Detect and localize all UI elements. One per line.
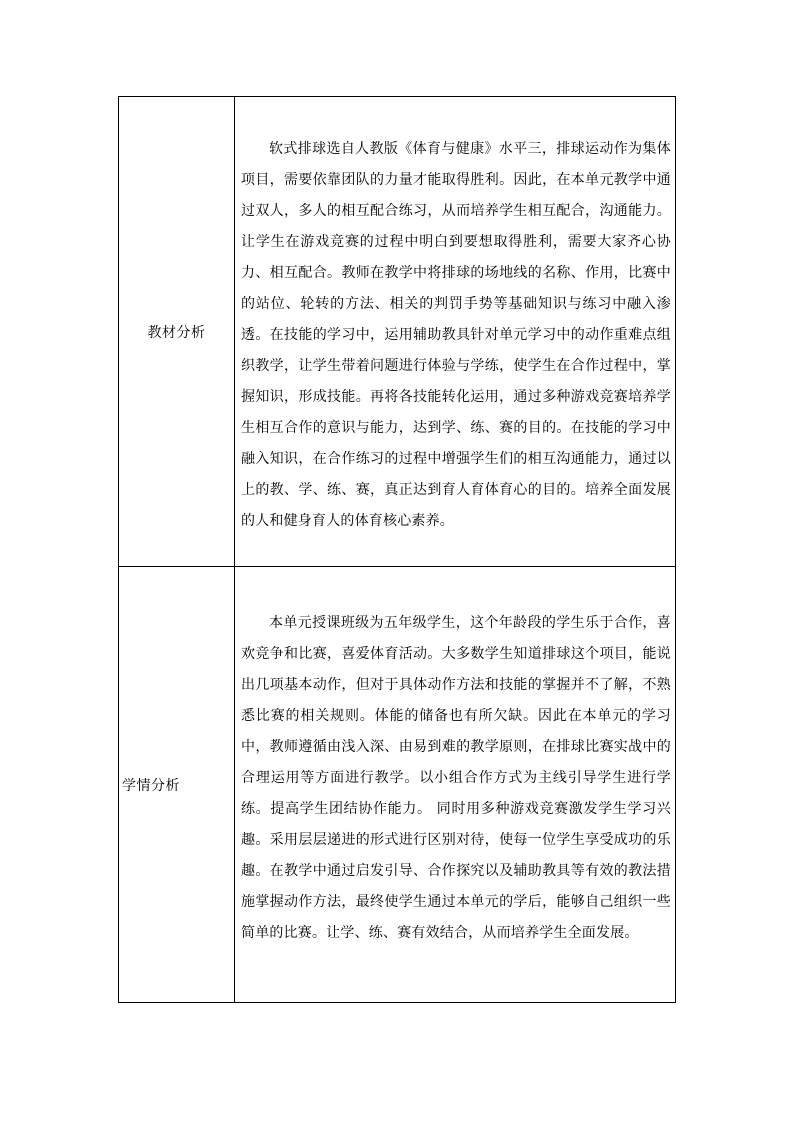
textbook-analysis-paragraph: 软式排球选自人教版《体育与健康》水平三，排球运动作为集体项目，需要依靠团队的力量才能取得胜利。因此，在本单元教学中通过双人，多人的相互配合练习，从而培养学生相互配合，沟通能力。让学生在游戏竞赛的过程中明白到要想取得胜利，需要大家齐心协力、相互配合。教师在教学中将排球的场地线的名称、作用，比赛中的站位、轮转的方法、相关的判罚手势等基础知识与练习中融入渗透。在技能的学习中，运用辅助教具针对单元学习中的动作重难点组织教学，让学生带着问题进行体验与学练，使学生在合作过程中，掌握知识，形成技能。再将各技能转化运用，通过多种游戏竞赛培养学生相互合作的意识与能力，达到学、练、赛的目的。在技能的学习中融入知识，在合作练习的过程中增强学生们的相互沟通能力，通过以上的教、学、练、赛，真正达到育人育体育心的目的。培养全面发展的人和健身育人的体育核心素养。 xyxy=(241,141,671,529)
table-row xyxy=(119,567,676,1003)
row-content-student-analysis xyxy=(235,567,676,1003)
row-label-student-analysis: 学情分析 xyxy=(119,567,235,1003)
student-analysis-paragraph: 本单元授课班级为五年级学生，这个年龄段的学生乐于合作，喜欢竞争和比赛，喜爱体育活动。大多数学生知道排球这个项目，能说出几项基本动作，但对于具体动作方法和技能的掌握并不了解，不熟悉比赛的相关规则。体能的储备也有所欠缺。因此在本单元的学习中，教师遵循由浅入深、由易到难的教学原则，在排球比赛实战中的合理运用等方面进行教学。以小组合作方式为主线引导学生进行学练。提高学生团结协作能力。 同时用多种游戏竞赛激发学生学习兴趣。采用层层递进的形式进行区别对待，使每一位学生享受成功的乐趣。在教学中通过启发引导、合作探究以及辅助教具等有效的教法措施掌握动作方法，最终使学生通过本单元的学后，能够自己组织一些简单的比赛。让学、练、赛有效结合，从而培养学生全面发展。 xyxy=(241,615,671,941)
analysis-table xyxy=(118,96,676,1003)
table-row xyxy=(119,97,676,567)
row-content-textbook-analysis xyxy=(235,97,676,567)
row-label-textbook-analysis: 教材分析 xyxy=(119,97,235,567)
